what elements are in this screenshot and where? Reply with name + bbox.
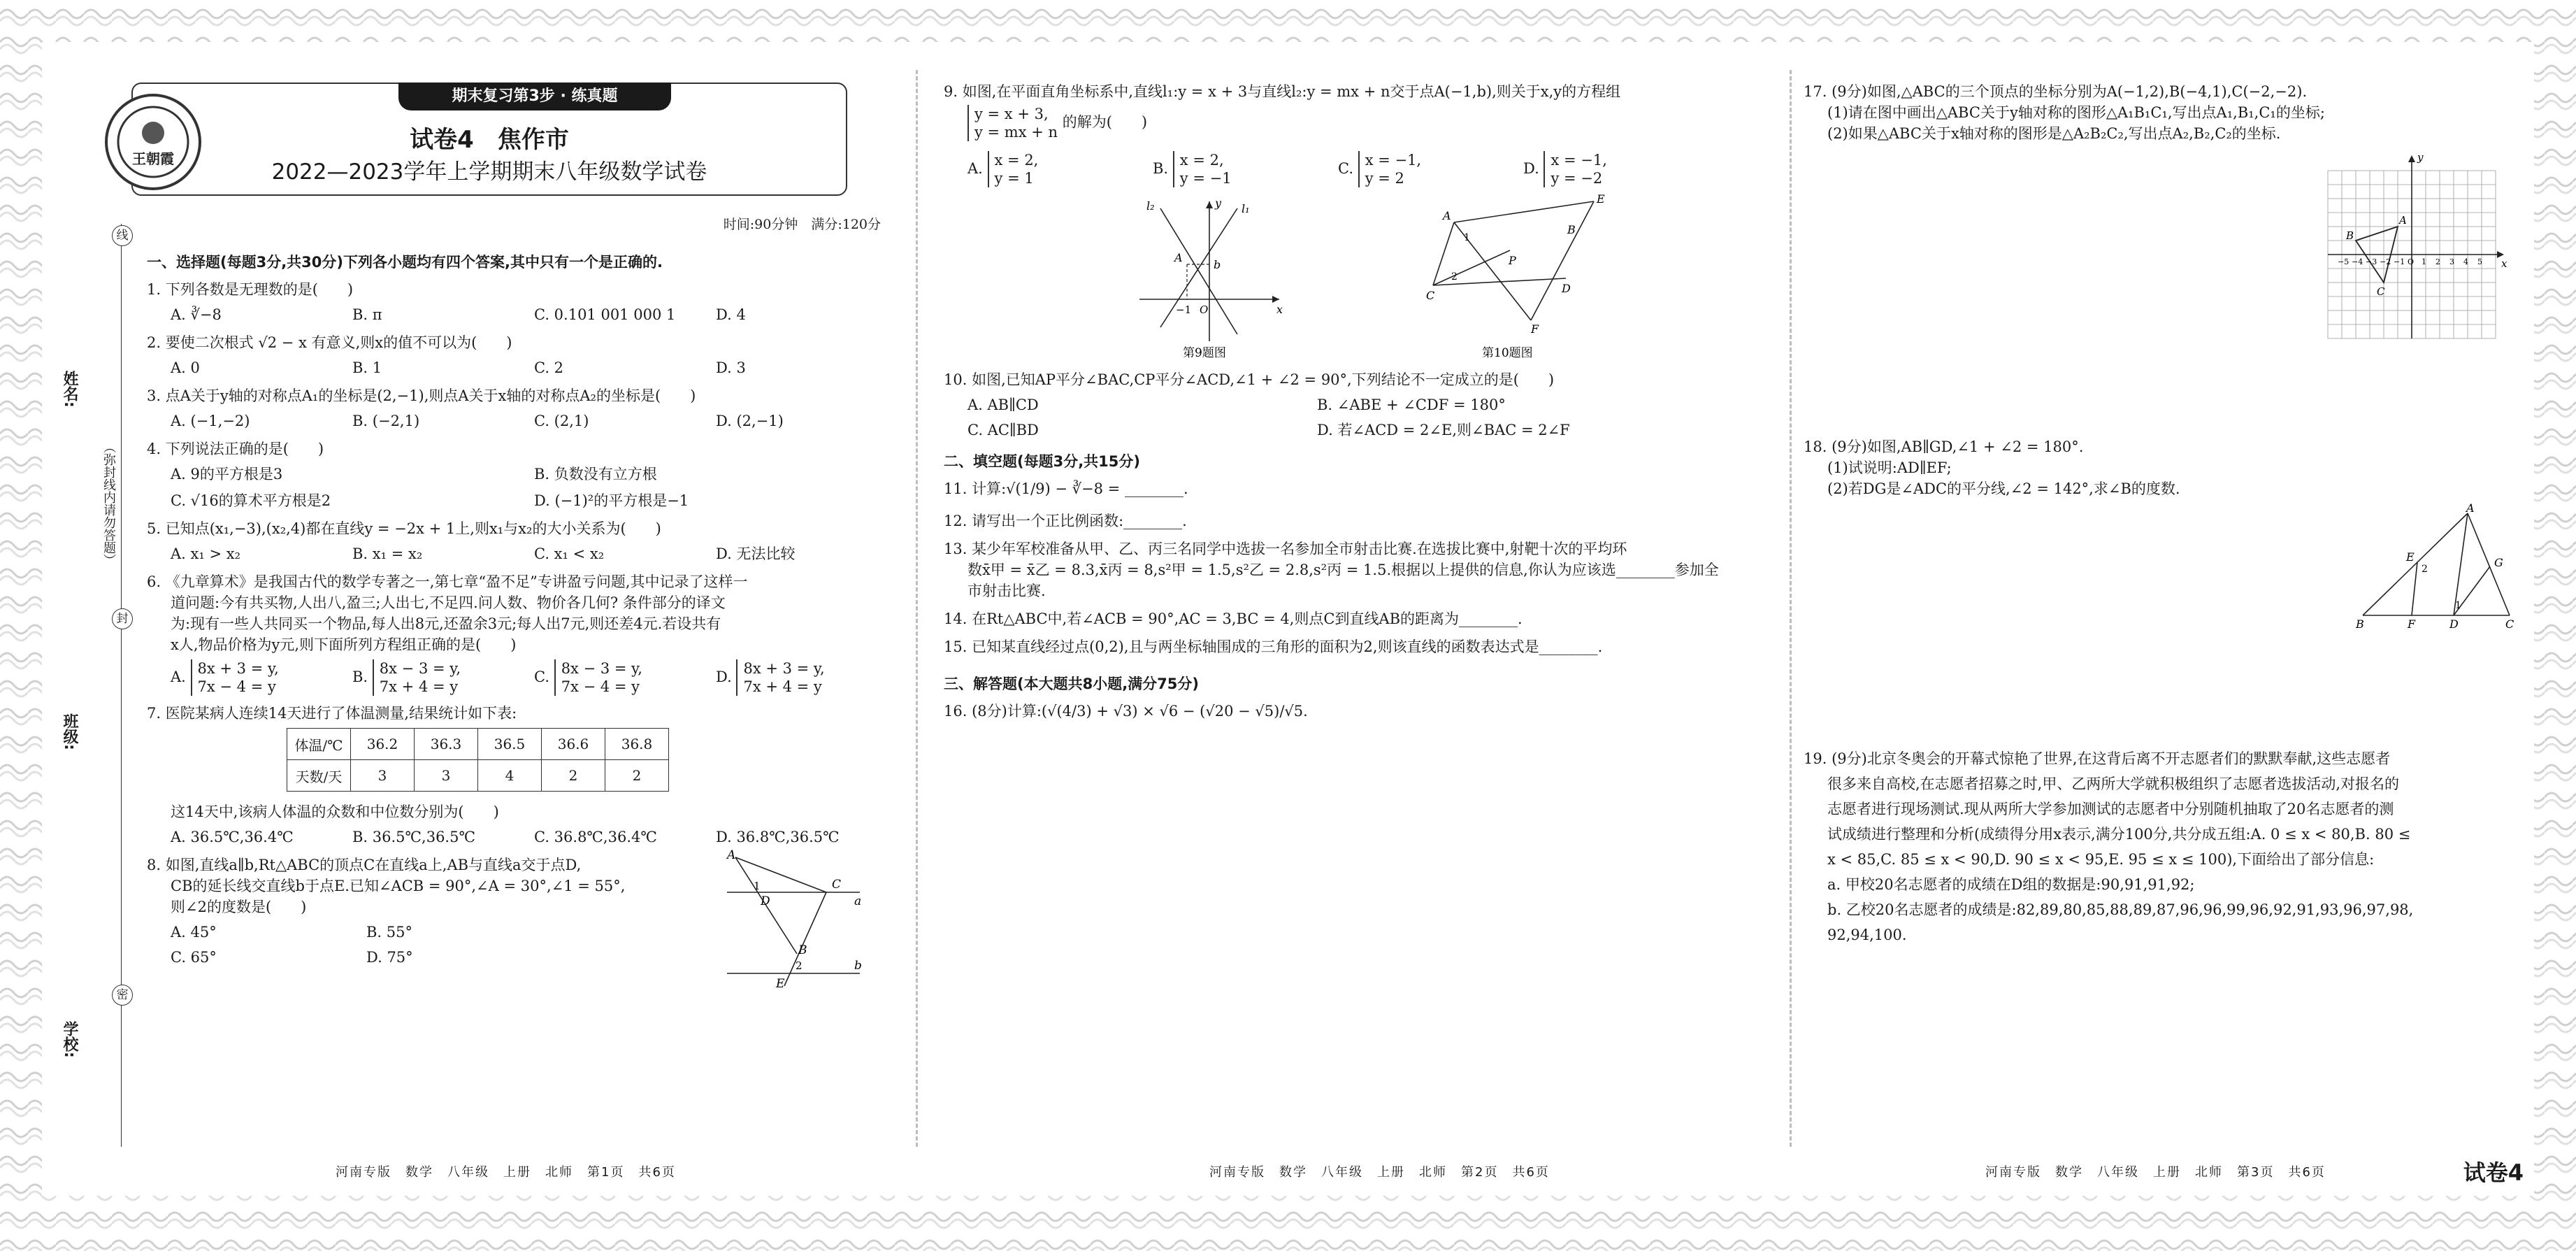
fig-label: 2: [2422, 564, 2428, 575]
question-19-line: a. 甲校20名志愿者的成绩在D组的数据是:90,91,91,92;: [1827, 876, 2195, 893]
option: D. 36.8℃,36.5℃: [716, 829, 840, 845]
figure-q8: [720, 849, 867, 989]
question-16: 16. (8分)计算:(√(4/3) + √3) × √6 − (√20 − √5)/√5.: [944, 703, 1308, 720]
question-19-line: 很多来自高校,在志愿者招募之时,甲、乙两所大学就积极组织了志愿者选拔活动,对报名的: [1827, 775, 2400, 792]
question-4-options: [171, 464, 800, 511]
table-row: [287, 760, 669, 792]
question-19-line: b. 乙校20名志愿者的成绩是:82,89,80,85,88,89,87,96,96,99,96,92,91,93,96,97,98,: [1827, 901, 2414, 918]
question-10-options: [967, 394, 1736, 441]
fig-label: B: [798, 943, 807, 957]
question-6-line: x人,物品价格为y元,则下面所列方程组正确的是( ): [171, 636, 517, 653]
question-9-options: [967, 151, 1769, 187]
paper-title: 试卷4 焦作市: [410, 126, 569, 154]
table-cell: 3: [415, 760, 478, 792]
question-1-options: [171, 304, 902, 325]
temperature-table: [287, 728, 669, 792]
question-6-options: [171, 659, 902, 696]
option: D. 3: [716, 359, 746, 376]
table-cell: 2: [542, 760, 605, 792]
tick-label: −2: [2380, 257, 2391, 266]
table-row: [287, 729, 669, 760]
option: A. (−1,−2): [171, 413, 250, 429]
name-label: 姓名:: [61, 371, 78, 408]
paper-header: [131, 83, 847, 196]
section-1-title: 一、选择题(每题3分,共30分)下列各小题均有四个答案,其中只有一个是正确的.: [147, 254, 663, 271]
option: B. x₁ = x₂: [352, 545, 423, 562]
option: B. (−2,1): [352, 413, 420, 429]
question-18: [1804, 436, 2524, 499]
column-divider: [1790, 70, 1792, 1147]
table-cell: 体温/℃: [287, 729, 351, 760]
fig-label: D: [2449, 617, 2459, 629]
fig-label: A: [2466, 503, 2475, 515]
question-6-line: 为:现有一些人共同买一个物品,每人出8元,还盈余3元;每人出7元,则还差4元.若设共有: [171, 615, 721, 632]
tick-label: 2: [2435, 257, 2440, 266]
fig-label: b: [854, 959, 862, 973]
tick-label: −5: [2338, 257, 2350, 266]
option-b: B. 8x − 3 = y, 7x + 4 = y: [352, 660, 461, 695]
figure-q10: [1426, 194, 1608, 362]
question-4: 4. 下列说法正确的是( ): [147, 441, 324, 457]
figure-caption: 第10题图: [1482, 346, 1533, 360]
fig-label: 2: [796, 959, 803, 972]
question-19-line: 19. (9分)北京冬奥会的开幕式惊艳了世界,在这背后离不开志愿者们的默默奉献,这些志愿者: [1804, 750, 2391, 767]
option: C. (2,1): [534, 413, 589, 429]
fig-label: a: [854, 894, 862, 908]
figure-q18: [2356, 503, 2517, 629]
fig-label: l₁: [1242, 202, 1250, 215]
tick-label: 1: [2422, 257, 2426, 266]
fig-label: b: [1214, 258, 1221, 271]
paper-subtitle: 2022—2023学年上学期期末八年级数学试卷: [271, 159, 707, 185]
option: D. (−1)²的平方根是−1: [534, 492, 689, 509]
fig-label: O: [1200, 303, 1209, 316]
fig-label: C: [1426, 289, 1435, 302]
paper-badge: 试卷4: [2463, 1159, 2524, 1186]
page-footer-3: 河南专版 数学 八年级 上册 北师 第3页 共6页: [1985, 1165, 2326, 1180]
fig-label: B: [2346, 229, 2354, 242]
question-12: 12. 请写出一个正比例函数:________.: [944, 513, 1187, 529]
fig-label: 1: [1464, 232, 1470, 243]
fig-label: B: [2356, 617, 2364, 629]
figure-q9: [1132, 194, 1293, 362]
table-cell: 36.5: [478, 729, 542, 760]
question-10: 10. 如图,已知AP平分∠BAC,CP平分∠ACD,∠1 + ∠2 = 90°,下列结论不一定成立的是( ): [944, 371, 1555, 388]
fig-label: C: [832, 878, 842, 892]
option-d: D. x = −1, y = −2: [1523, 152, 1607, 187]
question-13-line: 13. 某少年军校准备从甲、乙、丙三名同学中选拔一名参加全市射击比赛.在选拔比赛中,射靶十次的平均环: [944, 541, 1627, 557]
option: A. 45°: [171, 924, 217, 941]
question-8: [147, 849, 902, 989]
option-c: C. x = −1, y = 2: [1338, 152, 1422, 187]
table-cell: 2: [605, 760, 669, 792]
figure-caption: 第9题图: [1183, 346, 1226, 360]
option: D. 4: [716, 306, 746, 323]
fig-label: y: [2417, 151, 2424, 164]
fig-label: A: [1174, 251, 1183, 264]
fig-label: A: [727, 849, 736, 862]
tick-label: 3: [2449, 257, 2454, 266]
binding-mark-2: 封: [112, 608, 133, 629]
tick-label: 5: [2477, 257, 2482, 266]
option-d: D. 8x + 3 = y, 7x + 4 = y: [716, 660, 825, 695]
fig-label: D: [761, 894, 770, 908]
question-11: 11. 计算:√(1/9) − ∛−8 = ________.: [944, 480, 1188, 497]
option: C. √16的算术平方根是2: [171, 492, 331, 509]
question-17-line: 17. (9分)如图,△ABC的三个顶点的坐标分别为A(−1,2),B(−4,1),C(−2,−2).: [1804, 83, 2308, 100]
question-6-line: 6. 《九章算术》是我国古代的数学专著之一,第七章“盈不足”专讲盈亏问题,其中记录了这样一: [147, 573, 748, 590]
question-7: 7. 医院某病人连续14天进行了体温测量,结果统计如下表:: [147, 705, 517, 722]
option-a: A. x = 2, y = 1: [967, 152, 1039, 187]
question-18-line: (2)若DG是∠ADC的平分线,∠2 = 142°,求∠B的度数.: [1827, 480, 2180, 497]
fig-label: A: [1443, 209, 1451, 222]
option: D. 75°: [366, 949, 413, 966]
option: A. x₁ > x₂: [171, 545, 240, 562]
question-9-system: y = x + 3, y = mx + n 的解为( ): [944, 105, 1769, 141]
table-cell: 36.8: [605, 729, 669, 760]
option: C. AC∥BD: [967, 422, 1039, 438]
question-3-options: [171, 410, 902, 431]
table-cell: 天数/天: [287, 760, 351, 792]
tick-label: 4: [2463, 257, 2468, 266]
option: D. 若∠ACD = 2∠E,则∠BAC = 2∠F: [1317, 422, 1570, 438]
question-8-line: CB的延长线交直线b于点E.已知∠ACB = 90°,∠A = 30°,∠1 = 55°,: [171, 878, 626, 894]
question-2: 2. 要使二次根式 √2 − x 有意义,则x的值不可以为( ): [147, 334, 512, 351]
option: D. (2,−1): [716, 413, 784, 429]
fig-label: 1: [754, 880, 761, 892]
fig-label: G: [2494, 556, 2503, 569]
tick-label: −3: [2366, 257, 2377, 266]
fig-label: D: [1562, 282, 1571, 295]
fig-label: E: [1597, 194, 1605, 206]
option: B. π: [352, 306, 382, 323]
fig-label: E: [776, 977, 785, 989]
fig-label: F: [2408, 617, 2416, 629]
column-3: [1804, 42, 2524, 1235]
question-19-line: 92,94,100.: [1827, 927, 1907, 943]
option-a: A. 8x + 3 = y, 7x − 4 = y: [171, 660, 279, 695]
table-cell: 36.2: [351, 729, 415, 760]
question-1: 1. 下列各数是无理数的是( ): [147, 281, 354, 298]
question-17-line: (1)请在图中画出△ABC关于y轴对称的图形△A₁B₁C₁,写出点A₁,B₁,C₁的坐标;: [1827, 104, 2325, 121]
question-15: 15. 已知某直线经过点(0,2),且与两坐标轴围成的三角形的面积为2,则该直线的函数表达式是________.: [944, 638, 1603, 655]
option: C. 65°: [171, 949, 217, 966]
question-5-options: [171, 543, 902, 564]
option: A. ∛−8: [171, 306, 222, 323]
question-18-line: 18. (9分)如图,AB∥GD,∠1 + ∠2 = 180°.: [1804, 438, 2084, 455]
option: B. 1: [352, 359, 382, 376]
column-divider: [916, 70, 918, 1147]
question-3: 3. 点A关于y轴的对称点A₁的坐标是(2,−1),则点A关于x轴的对称点A₂的坐标是( ): [147, 387, 696, 404]
fig-label: E: [2406, 550, 2415, 564]
table-cell: 4: [478, 760, 542, 792]
option: C. 0.101 001 000 1: [534, 306, 676, 323]
option: C. x₁ < x₂: [534, 545, 605, 562]
question-19-line: 志愿者进行现场测试.现从两所大学参加测试的志愿者中分别随机抽取了20名志愿者的测: [1827, 801, 2394, 817]
question-8-options: [171, 922, 562, 968]
section-2-title: 二、填空题(每题3分,共15分): [944, 453, 1141, 470]
exam-meta: 时间:90分钟 满分:120分: [723, 217, 881, 232]
option: D. 无法比较: [716, 545, 796, 562]
class-label: 班级:: [61, 713, 78, 750]
question-8-line: 8. 如图,直线a∥b,Rt△ABC的顶点C在直线a上,AB与直线a交于点D,: [147, 857, 582, 873]
question-7-options: [171, 827, 902, 848]
page-footer-2: 河南专版 数学 八年级 上册 北师 第2页 共6页: [1209, 1165, 1550, 1180]
question-13-line: 市射击比赛.: [967, 582, 1046, 599]
option: B. 36.5℃,36.5℃: [352, 829, 475, 845]
page-footer-1: 河南专版 数学 八年级 上册 北师 第1页 共6页: [336, 1165, 676, 1180]
binding-mark-3: 密: [112, 985, 133, 1006]
fig-label: P: [1509, 254, 1516, 267]
question-17-line: (2)如果△ABC关于x轴对称的图形是△A₂B₂C₂,写出点A₂,B₂,C₂的坐标.: [1827, 125, 2281, 142]
table-cell: 36.6: [542, 729, 605, 760]
binding-mark-1: 线: [112, 225, 133, 246]
tick-label: −4: [2352, 257, 2363, 266]
question-18-line: (1)试说明:AD∥EF;: [1827, 459, 1952, 476]
question-13-line: 数x̄甲 = x̄乙 = 8.3,x̄丙 = 8,s²甲 = 1.5,s²乙 = 2.8,s²丙 = 1.5.根据以上提供的信息,你认为应该选________参加全: [967, 562, 1719, 578]
question-19-line: x < 85,C. 85 ≤ x < 90,D. 90 ≤ x < 95,E. 95 ≤ x ≤ 100),下面给出了部分信息:: [1827, 851, 2375, 868]
option: C. 36.8℃,36.4℃: [534, 829, 657, 845]
option: A. AB∥CD: [967, 396, 1039, 413]
question-19: [1804, 748, 2524, 945]
question-7-after: 这14天中,该病人体温的众数和中位数分别为( ): [171, 803, 499, 820]
fig-label: F: [1531, 322, 1539, 336]
option: B. 负数没有立方根: [534, 466, 657, 482]
option: C. 2: [534, 359, 564, 376]
fig-label: x: [2501, 257, 2507, 270]
question-6-line: 道问题:今有共买物,人出八,盈三;人出七,不足四.问人数、物价各几何? 条件部分的译文: [171, 594, 726, 611]
school-label: 学校:: [61, 1021, 78, 1058]
option: B. 55°: [366, 924, 413, 941]
fig-label: x: [1276, 303, 1283, 316]
fig-label: y: [1215, 196, 1222, 210]
column-2: [944, 42, 1769, 1235]
fig-label: 1: [2455, 600, 2461, 611]
option: A. 9的平方根是3: [171, 466, 283, 482]
question-2-options: [171, 357, 902, 378]
column-1: [98, 42, 902, 1196]
col1-content: [147, 251, 902, 989]
section-3-title: 三、解答题(本大题共8小题,满分75分): [944, 675, 1200, 692]
figure-q17-grid: [2321, 150, 2510, 345]
logo-text: 王朝霞: [132, 150, 174, 167]
fig-label: −1: [1176, 303, 1192, 316]
option-c: C. 8x − 3 = y, 7x − 4 = y: [534, 660, 642, 695]
fig-label: C: [2377, 285, 2385, 298]
question-5: 5. 已知点(x₁,−3),(x₂,4)都在直线y = −2x + 1上,则x₁与x₂的大小关系为( ): [147, 520, 661, 537]
option: A. 36.5℃,36.4℃: [171, 829, 294, 845]
table-cell: 36.3: [415, 729, 478, 760]
binding-note: （弥封线内请勿答题）: [101, 441, 116, 566]
option-b: B. x = 2, y = −1: [1153, 152, 1232, 187]
question-14: 14. 在Rt△ABC中,若∠ACB = 90°,AC = 3,BC = 4,则点C到直线AB的距离为________.: [944, 610, 1523, 627]
question-9-line: 9. 如图,在平面直角坐标系中,直线l₁:y = x + 3与直线l₂:y = mx + n交于点A(−1,b),则关于x,y的方程组: [944, 83, 1621, 100]
option: B. ∠ABE + ∠CDF = 180°: [1317, 396, 1506, 413]
figures-row: [944, 194, 1769, 369]
question-19-line: 试成绩进行整理和分析(成绩得分用x表示,满分100分,共分成五组:A. 0 ≤ x < 80,B. 80 ≤: [1827, 826, 2411, 843]
fig-label: 2: [1451, 271, 1458, 283]
exam-sheet: [42, 42, 2534, 1196]
tick-label: −1: [2394, 257, 2405, 266]
header-banner: 期末复习第3步 · 练真题: [398, 83, 671, 110]
table-cell: 3: [351, 760, 415, 792]
fig-label: l₂: [1146, 199, 1155, 213]
fig-label: B: [1567, 223, 1576, 236]
fig-label: C: [2505, 617, 2514, 629]
option: A. 0: [171, 359, 200, 376]
tick-label: O: [2408, 257, 2415, 266]
fig-label: A: [2399, 214, 2407, 227]
question-8-line: 则∠2的度数是( ): [171, 899, 307, 915]
